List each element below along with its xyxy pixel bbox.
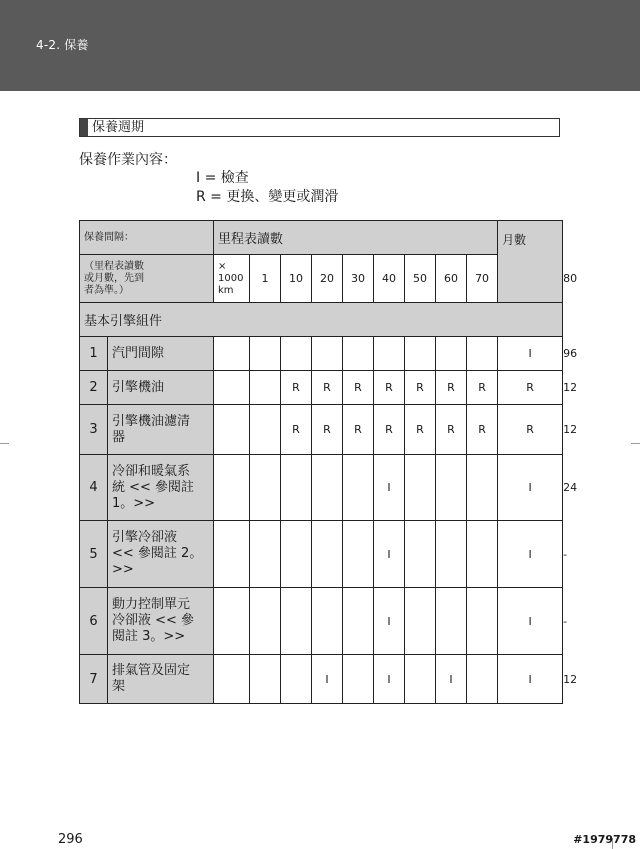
schedule-cell: R (343, 405, 374, 455)
table-row: 6 動力控制單元 冷卻液 << 參 閱註 3。>> I I - (80, 588, 563, 655)
schedule-cell (467, 588, 498, 655)
item-name (108, 588, 214, 655)
chapter-title: 4-2. 保養 (36, 38, 89, 52)
item-name (108, 655, 214, 704)
schedule-cell: R (281, 371, 312, 405)
unit-cell (214, 455, 250, 521)
item-number: 6 (80, 588, 108, 655)
odometer-note-line: （里程表讀數 (84, 260, 144, 272)
schedule-cell (312, 337, 343, 371)
schedule-cell: R (405, 371, 436, 405)
schedule-cell: I (312, 655, 343, 704)
schedule-cell: R (436, 405, 467, 455)
schedule-cell (250, 455, 281, 521)
item-name-line: 統 << 參閱註 (112, 479, 195, 495)
item-name-line: 冷卻液 << 參 (112, 613, 195, 628)
item-number: 5 (80, 521, 108, 588)
item-name-line: 架 (112, 679, 126, 694)
legend-inspect: I = 檢查 (196, 170, 249, 186)
milestone-70: 70 (467, 255, 498, 303)
unit-cell (214, 405, 250, 455)
schedule-cell (436, 588, 467, 655)
schedule-cell (467, 455, 498, 521)
schedule-cell (343, 521, 374, 588)
schedule-cell: R (281, 405, 312, 455)
months-header: 月數 (498, 221, 563, 303)
schedule-cell: I (498, 588, 563, 655)
schedule-cell: R (498, 371, 563, 405)
schedule-cell (250, 521, 281, 588)
schedule-cell: I (374, 521, 405, 588)
schedule-cell (312, 588, 343, 655)
schedule-cell: I (436, 655, 467, 704)
intro-heading: 保養作業內容： (79, 152, 177, 168)
crop-mark-left (0, 443, 9, 444)
legend-replace: R = 更換、變更或潤滑 (196, 189, 339, 205)
schedule-cell (436, 337, 467, 371)
unit-cell (214, 521, 250, 588)
schedule-cell (405, 655, 436, 704)
schedule-cell (250, 655, 281, 704)
odometer-note-line: 者為準。） (84, 284, 129, 296)
schedule-cell (250, 588, 281, 655)
header-band (0, 0, 640, 91)
item-name (108, 371, 214, 405)
item-number: 2 (80, 371, 108, 405)
schedule-cell (343, 455, 374, 521)
schedule-cell (281, 588, 312, 655)
unit-line: km (218, 284, 234, 296)
header-row-2: （里程表讀數 或月數，先到 者為準。） × 1000 km 1 10 20 30 40 50 60 70 80 (80, 255, 563, 303)
item-name-line: 閱註 3。>> (112, 629, 186, 644)
section-title: 保養週期 (92, 120, 145, 135)
schedule-cell (281, 655, 312, 704)
schedule-cell: R (343, 371, 374, 405)
item-name-line: 排氣管及固定 (112, 663, 191, 678)
item-name-line: 冷卻和暖氣系 (112, 463, 191, 479)
schedule-cell (436, 455, 467, 521)
milestone-50: 50 (405, 255, 436, 303)
schedule-cell: I (374, 655, 405, 704)
item-number: 3 (80, 405, 108, 455)
item-name-line: 汽門間隙 (112, 345, 165, 361)
schedule-cell (405, 455, 436, 521)
item-number: 4 (80, 455, 108, 521)
schedule-cell (250, 337, 281, 371)
unit-cell (214, 588, 250, 655)
schedule-cell (250, 405, 281, 455)
item-name-line: 引擎冷卻液 (112, 530, 178, 545)
schedule-cell (343, 337, 374, 371)
unit-cell (214, 655, 250, 704)
schedule-cell (467, 655, 498, 704)
schedule-cell: R (374, 405, 405, 455)
schedule-cell (281, 521, 312, 588)
item-number: 7 (80, 655, 108, 704)
schedule-cell (343, 588, 374, 655)
schedule-cell (281, 337, 312, 371)
schedule-cell: R (467, 405, 498, 455)
item-name-line: 引擎機油 (112, 379, 165, 395)
page-number: 296 (58, 832, 83, 847)
schedule-cell: I (498, 655, 563, 704)
crop-mark-right (631, 443, 640, 444)
interval-label: 保養間隔： (80, 221, 214, 255)
doc-code: #1979778 (573, 833, 636, 846)
table-row: 4 冷卻和暖氣系 統 << 參閱註 1。>> I I 24 (80, 455, 563, 521)
milestone-10: 10 (281, 255, 312, 303)
item-name-line: 1。>> (112, 495, 156, 511)
schedule-cell (312, 521, 343, 588)
item-name (108, 521, 214, 588)
item-name-line: << 參閱註 2。 (112, 546, 203, 561)
schedule-cell (250, 371, 281, 405)
milestone-20: 20 (312, 255, 343, 303)
unit-line: × 1000 (218, 260, 244, 284)
table-row: 2 引擎機油 R R R R R R R R 12 (80, 371, 563, 405)
schedule-cell (436, 521, 467, 588)
schedule-cell: I (498, 337, 563, 371)
section-title-bar (80, 119, 88, 136)
unit-cell (214, 337, 250, 371)
schedule-cell: I (498, 455, 563, 521)
schedule-cell (281, 455, 312, 521)
schedule-cell (312, 455, 343, 521)
schedule-cell (467, 521, 498, 588)
item-name (108, 455, 214, 521)
schedule-cell (467, 337, 498, 371)
milestone-40: 40 (374, 255, 405, 303)
maintenance-schedule-table (79, 220, 578, 704)
schedule-cell: R (405, 405, 436, 455)
table-row: 3 引擎機油濾清 器 R R R R R R R R 12 (80, 405, 563, 455)
schedule-cell: I (374, 455, 405, 521)
header-row-1 (80, 221, 563, 255)
milestone-60: 60 (436, 255, 467, 303)
table-row: 7 排氣管及固定 架 I I I I 12 (80, 655, 563, 704)
schedule-cell: R (312, 405, 343, 455)
table-row: 1 汽門間隙 I 96 (80, 337, 563, 371)
schedule-cell (343, 655, 374, 704)
item-name (108, 337, 214, 371)
item-name-line: 器 (112, 429, 126, 445)
item-number: 1 (80, 337, 108, 371)
item-name (108, 405, 214, 455)
schedule-cell: R (436, 371, 467, 405)
odometer-note (80, 255, 214, 303)
milestone-30: 30 (343, 255, 374, 303)
category-label: 基本引擎組件 (80, 303, 563, 337)
schedule-cell: I (374, 588, 405, 655)
item-name-line: 動力控制單元 (112, 597, 191, 612)
schedule-cell (374, 337, 405, 371)
category-row (80, 303, 563, 337)
item-name-line: 引擎機油濾清 (112, 413, 191, 429)
schedule-cell (405, 521, 436, 588)
schedule-cell: I (498, 521, 563, 588)
schedule-cell (405, 588, 436, 655)
milestone-1: 1 (250, 255, 281, 303)
schedule-cell: R (467, 371, 498, 405)
odometer-note-line: 或月數，先到 (84, 272, 144, 284)
schedule-cell: R (312, 371, 343, 405)
unit-cell (214, 371, 250, 405)
section-title-box (79, 118, 560, 137)
schedule-cell (405, 337, 436, 371)
schedule-cell: R (498, 405, 563, 455)
table-row: 5 引擎冷卻液 << 參閱註 2。 >> I I - (80, 521, 563, 588)
item-name-line: >> (112, 562, 134, 577)
odometer-header: 里程表讀數 (214, 221, 498, 255)
unit-label (214, 255, 250, 303)
schedule-cell: R (374, 371, 405, 405)
